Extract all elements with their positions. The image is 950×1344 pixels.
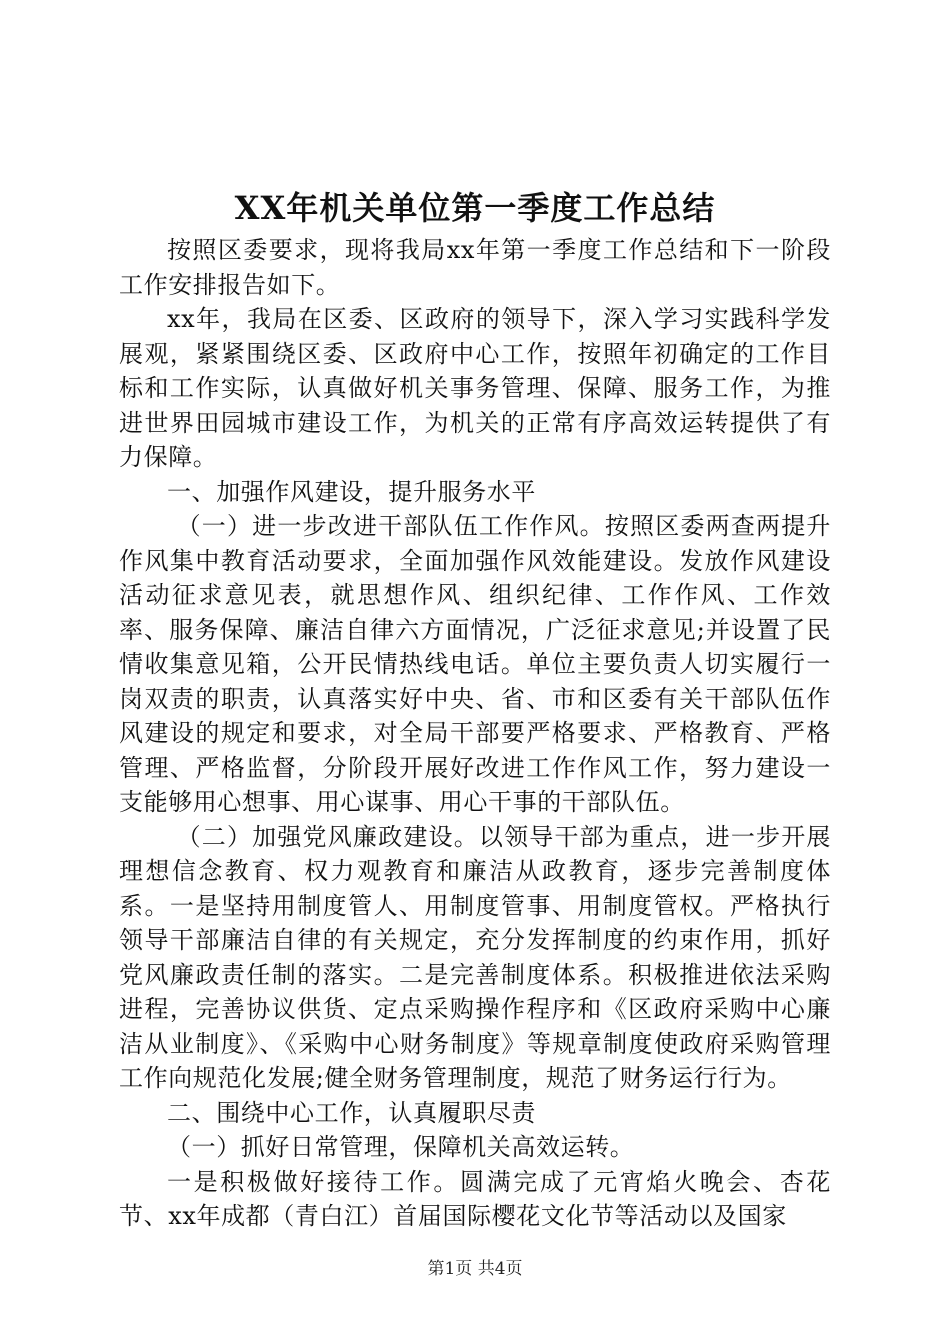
- document-title: XX年机关单位第一季度工作总结: [234, 189, 716, 227]
- reception-paragraph: 一是积极做好接待工作。圆满完成了元宵焰火晚会、杏花节、xx年成都（青白江）首届国际樱花文化节等活动以及国家: [119, 1167, 831, 1230]
- section-heading-2: 二、围绕中心工作，认真履职尽责: [167, 1098, 536, 1127]
- intro-paragraph: 按照区委要求，现将我局xx年第一季度工作总结和下一阶段工作安排报告如下。: [119, 236, 831, 299]
- section-heading-1: 一、加强作风建设，提升服务水平: [167, 477, 536, 506]
- subsection-paragraph-1-1: （一）进一步改进干部队伍工作作风。按照区委两查两提升作风集中教育活动要求，全面加强作风效能建设。发放作风建设活动征求意见表，就思想作风、组织纪律、工作作风、工作效率、服务保障、廉洁自律六方面情况，广泛征求意见;并设置了民情收集意见箱，公开民情热线电话。单位主要负责人切实履行一岗双责的职责，认真落实好中央、省、市和区委有关干部队伍作风建设的规定和要求，对全局干部要严格要求、严格教育、严格管理、严格监督，分阶段开展好改进工作作风工作，努力建设一支能够用心想事、用心谋事、用心干事的干部队伍。: [119, 512, 831, 816]
- subsection-paragraph-1-2: （二）加强党风廉政建设。以领导干部为重点，进一步开展理想信念教育、权力观教育和廉洁从政教育，逐步完善制度体系。一是坚持用制度管人、用制度管事、用制度管权。严格执行领导干部廉洁自律的有关规定，充分发挥制度的约束作用，抓好党风廉政责任制的落实。二是完善制度体系。积极推进依法采购进程，完善协议供货、定点采购操作程序和《区政府采购中心廉洁从业制度》、《采购中心财务制度》等规章制度使政府采购管理工作向规范化发展;健全财务管理制度，规范了财务运行行为。: [119, 822, 831, 1092]
- document-body: [119, 233, 831, 1234]
- overview-paragraph: xx年，我局在区委、区政府的领导下，深入学习实践科学发展观，紧紧围绕区委、区政府中心工作，按照年初确定的工作目标和工作实际，认真做好机关事务管理、保障、服务工作，为推进世界田园城市建设工作，为机关的正常有序高效运转提供了有力保障。: [119, 305, 831, 471]
- page-number-footer: 第1页 共4页: [427, 1259, 523, 1279]
- subsection-heading-2-1: （一）抓好日常管理，保障机关高效运转。: [167, 1133, 635, 1161]
